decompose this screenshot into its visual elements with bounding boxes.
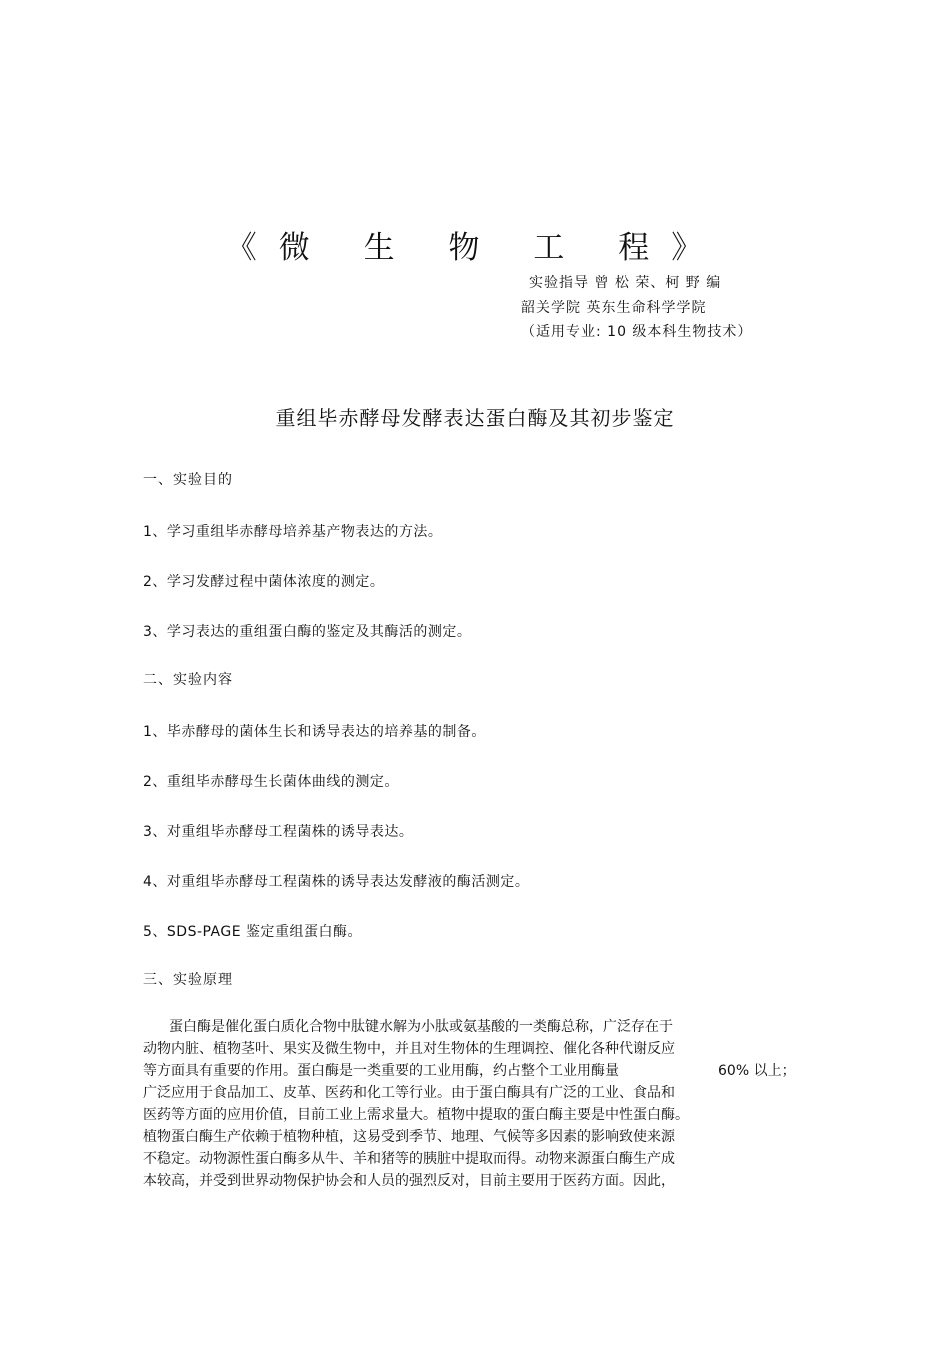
paragraph-line: 医药等方面的应用价值，目前工业上需求量大。植物中提取的蛋白酶主要是中性蛋白酶。 [143,1107,689,1123]
principle-paragraph [143,1016,713,1192]
paragraph-line: 动物内脏、植物茎叶、果实及微生物中，并且对生物体的生理调控、催化各种代谢反应 [143,1041,675,1057]
editor-line: 实验指导 曾 松 荣、柯 野 编 [529,275,722,291]
content-item-1: 1、毕赤酵母的菌体生长和诱导表达的培养基的制备。 [143,724,486,740]
section-title-content: 二、实验内容 [143,672,233,688]
experiment-heading: 重组毕赤酵母发酵表达蛋白酶及其初步鉴定 [275,406,675,430]
paragraph-line: 植物蛋白酶生产依赖于植物种植，这易受到季节、地理、气候等多因素的影响致使来源 [143,1129,675,1145]
paragraph-line: 不稳定。动物源性蛋白酶多从牛、羊和猪等的胰脏中提取而得。动物来源蛋白酶生产成 [143,1151,675,1167]
paragraph-line: 广泛应用于食品加工、皮革、医药和化工等行业。由于蛋白酶具有广泛的工业、食品和 [143,1085,675,1101]
paragraph-line: 本较高，并受到世界动物保护协会和人员的强烈反对，目前主要用于医药方面。因此， [143,1173,675,1189]
content-item-5: 5、SDS-PAGE 鉴定重组蛋白酶。 [143,924,363,940]
paragraph-line: 蛋白酶是催化蛋白质化合物中肽键水解为小肽或氨基酸的一类酶总称，广泛存在于 [169,1019,673,1035]
document-title: 《微 生 物 工 程》 [225,230,725,266]
section-title-principle: 三、实验原理 [143,972,233,988]
purpose-item-3: 3、学习表达的重组蛋白酶的鉴定及其酶活的测定。 [143,624,472,640]
content-item-2: 2、重组毕赤酵母生长菌体曲线的测定。 [143,774,399,790]
content-item-3: 3、对重组毕赤酵母工程菌株的诱导表达。 [143,824,414,840]
percentage-note: 60% 以上； [718,1063,796,1079]
section-title-purpose: 一、实验目的 [143,472,233,488]
scope-line: （适用专业: 10 级本科生物技术） [521,324,753,340]
purpose-item-2: 2、学习发酵过程中菌体浓度的测定。 [143,574,385,590]
purpose-item-1: 1、学习重组毕赤酵母培养基产物表达的方法。 [143,524,443,540]
content-item-4: 4、对重组毕赤酵母工程菌株的诱导表达发酵液的酶活测定。 [143,874,530,890]
paragraph-line: 等方面具有重要的作用。蛋白酶是一类重要的工业用酶，约占整个工业用酶量 [143,1063,619,1079]
institution-line: 韶关学院 英东生命科学学院 [521,300,707,316]
